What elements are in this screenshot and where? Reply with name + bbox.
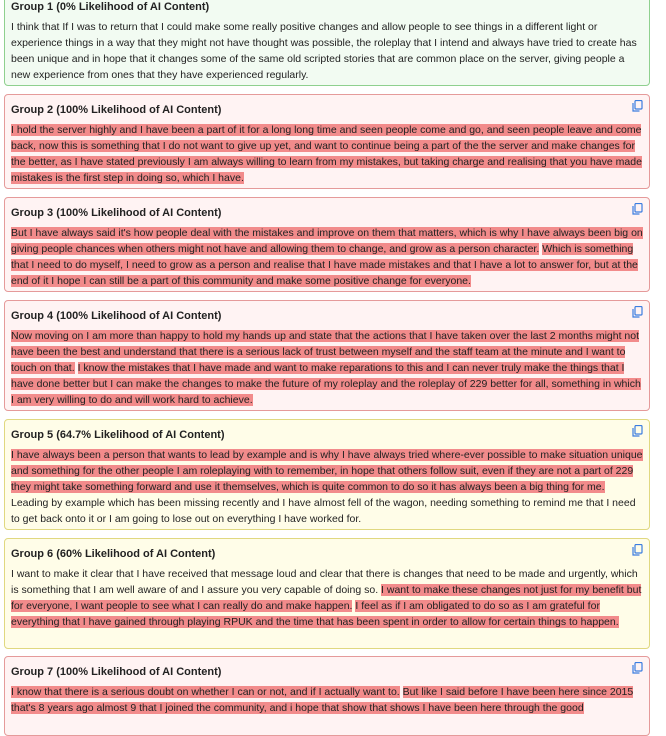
group-title: Group 1 (0% Likelihood of AI Content) [11, 1, 210, 13]
group-card [4, 94, 650, 189]
plain-text: I want to make it clear that I have received that message loud and clear that there is changes that need to be made and urgently, which is something that I am well aware of and I assure you very capable of doing so. [11, 568, 638, 596]
group-card [4, 419, 650, 530]
plain-text: Leading by example which has been missing recently and I have almost fell of the wagon, needing something to remind me that I need to get back onto it or I am going to lose out on everything I have worked for. [11, 497, 636, 525]
copy-icon[interactable] [632, 662, 643, 674]
ai-highlighted-text: I feel as if I am obligated to do so as I am grateful for everything that I have gained through playing RPUK and the time that has been spent in order to allow for certain things to happen. [11, 600, 619, 628]
group-card [4, 197, 650, 292]
ai-highlighted-text: I have always been a person that wants to lead by example and is why I have always tried where-ever possible to make situation unique and something for the other people I am roleplaying with to remember, in hope that others follow suit, even if they are not a part of 229 they might take something forward and use it themselves, which is quite common to do so it has always been a big thing for me. [11, 449, 643, 493]
copy-icon[interactable] [632, 100, 643, 112]
ai-highlighted-text: I hold the server highly and I have been a part of it for a long long time and seen people come and go, and seen people leave and come back, now this is something that I do not want to give up yet, and want to continue being a part of the the server and make changes for the better, as I have stated previously I am always willing to learn from my mistakes, but taking charge and realising that you have made mistakes is the first step in doing so, which I have. [11, 124, 642, 184]
group-body-text [11, 19, 643, 83]
group-body-text [11, 684, 643, 716]
group-title: Group 6 (60% Likelihood of AI Content) [11, 548, 216, 560]
group-title: Group 2 (100% Likelihood of AI Content) [11, 104, 222, 116]
group-body-text [11, 447, 643, 527]
copy-icon[interactable] [632, 203, 643, 215]
ai-highlighted-text: But like I said before I have been here since 2015 that's 8 years ago almost 9 that I joined the community, and i hope that show that shows I have been here through the good [11, 686, 634, 714]
group-title: Group 4 (100% Likelihood of AI Content) [11, 310, 222, 322]
group-card [4, 0, 650, 86]
group-title: Group 3 (100% Likelihood of AI Content) [11, 207, 222, 219]
group-title: Group 7 (100% Likelihood of AI Content) [11, 666, 222, 678]
group-body-text [11, 566, 643, 630]
group-title: Group 5 (64.7% Likelihood of AI Content) [11, 429, 225, 441]
group-card [4, 538, 650, 649]
copy-icon[interactable] [632, 425, 643, 437]
plain-text: I think that If I was to return that I could make some really positive changes and allow people to see things in a different light or experience things in a way that they might not have thought was possible, the roleplay that I intend and always have tried to create has been unique and in hope that it changes some of the same old scripted stories that are common place on the server, giving people a new experience from ones that they have experienced regularly. [11, 21, 637, 81]
ai-highlighted-text: I want to make these changes not just for my benefit but for everyone, I want people to see what I can really do and make happen. [11, 584, 642, 612]
group-body-text [11, 328, 643, 408]
ai-highlighted-text: I know that there is a serious doubt on whether I can or not, and if I actually want to. [11, 686, 400, 698]
copy-icon[interactable] [632, 306, 643, 318]
ai-highlighted-text: I know the mistakes that I have made and want to make reparations to this and I can never truly make the things that I have done better but I can make the changes to make the future of my roleplay and the roleplay of 229 better for all, something in which I am very willing to do and will work hard to achieve. [11, 362, 641, 406]
group-body-text [11, 122, 643, 186]
ai-highlighted-text: But I have always said it's how people deal with the mistakes and improve on them that matters, which is why I have always been big on giving people chances when others might not have and allowing them to change, and grow as a person character. [11, 227, 643, 255]
copy-icon[interactable] [632, 544, 643, 556]
group-card [4, 656, 650, 736]
ai-highlighted-text: Which is something that I need to do myself, I need to grow as a person and realise that I have made mistakes and that I have a lot to answer for, but at the end of it I hope I can still be a part of this community and make some positive change for everyone. [11, 243, 638, 287]
ai-highlighted-text: Now moving on I am more than happy to hold my hands up and state that the actions that I have taken over the last 2 months might not have been the best and understand that there is a serious lack of trust between myself and the staff team at the minute and I want to touch on that. [11, 330, 640, 374]
group-card [4, 300, 650, 411]
group-body-text [11, 225, 643, 289]
